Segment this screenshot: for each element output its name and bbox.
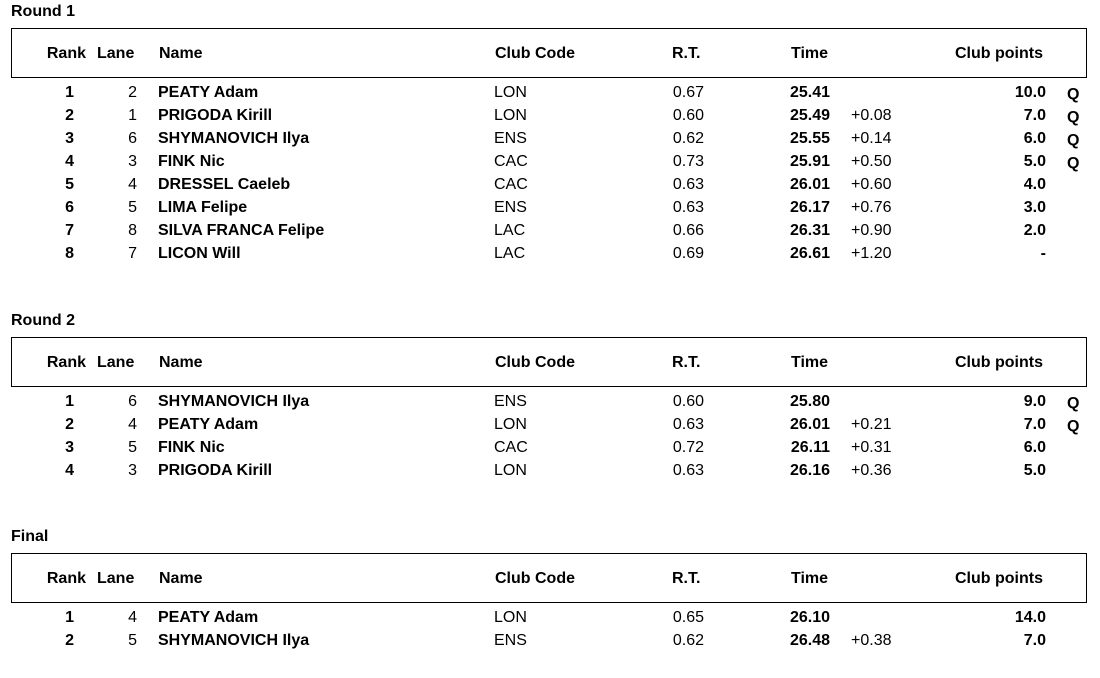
- table-row: [0, 437, 1100, 460]
- reaction-time-cell: 0.60: [672, 393, 704, 410]
- club-code-cell: CAC: [494, 439, 528, 456]
- lane-cell: 5: [128, 632, 137, 649]
- header-lane: Lane: [97, 45, 135, 62]
- header-rank: Rank: [46, 354, 86, 371]
- lane-cell: 3: [128, 462, 137, 479]
- rank-cell: 4: [65, 153, 74, 170]
- club-code-cell: LON: [494, 462, 527, 479]
- time-cell: 26.11: [790, 439, 830, 456]
- athlete-name: PEATY Adam: [158, 84, 259, 101]
- rank-cell: 6: [65, 199, 74, 216]
- club-points-cell: 6.0: [1023, 439, 1046, 456]
- lane-cell: 6: [128, 130, 137, 147]
- round-2-header: [11, 337, 1087, 387]
- time-cell: 25.41: [789, 84, 830, 101]
- athlete-name: SHYMANOVICH Ilya: [158, 130, 310, 147]
- club-code-cell: LAC: [494, 245, 526, 262]
- round-2-title: Round 2: [11, 312, 75, 329]
- athlete-name: FINK Nic: [158, 439, 225, 456]
- rank-cell: 2: [65, 416, 74, 433]
- club-points-cell: 5.0: [1023, 462, 1046, 479]
- reaction-time-cell: 0.62: [672, 130, 704, 147]
- lane-cell: 8: [128, 222, 137, 239]
- table-row: [0, 220, 1100, 243]
- header-reaction-time: R.T.: [672, 354, 701, 371]
- header-rank: Rank: [46, 45, 86, 62]
- time-cell: 25.49: [789, 107, 830, 124]
- reaction-time-cell: 0.67: [672, 84, 704, 101]
- club-code-cell: LON: [494, 416, 527, 433]
- club-points-cell: 6.0: [1023, 130, 1046, 147]
- rank-cell: 5: [65, 176, 74, 193]
- table-row: [0, 243, 1100, 266]
- table-row: [0, 607, 1100, 630]
- header-club-code: Club Code: [495, 45, 575, 62]
- club-code-cell: LON: [494, 84, 527, 101]
- time-cell: 26.01: [789, 416, 830, 433]
- lane-cell: 4: [128, 609, 137, 626]
- lane-cell: 4: [128, 416, 137, 433]
- header-club-points: Club points: [955, 570, 1043, 587]
- rank-cell: 1: [65, 609, 74, 626]
- rank-cell: 8: [65, 245, 74, 262]
- time-diff-cell: +1.20: [851, 245, 892, 262]
- header-lane: Lane: [97, 354, 135, 371]
- table-row: [0, 128, 1100, 151]
- reaction-time-cell: 0.66: [672, 222, 704, 239]
- club-code-cell: ENS: [494, 199, 527, 216]
- rank-cell: 2: [65, 107, 74, 124]
- rank-cell: 3: [65, 130, 74, 147]
- club-points-cell: -: [1040, 245, 1046, 262]
- club-points-cell: 14.0: [1014, 609, 1046, 626]
- club-code-cell: CAC: [494, 153, 528, 170]
- time-cell: 26.31: [789, 222, 830, 239]
- club-points-cell: 4.0: [1023, 176, 1046, 193]
- time-cell: 26.17: [789, 199, 830, 216]
- club-points-cell: 2.0: [1023, 222, 1046, 239]
- header-name: Name: [159, 570, 203, 587]
- club-points-cell: 10.0: [1014, 84, 1046, 101]
- athlete-name: PEATY Adam: [158, 416, 259, 433]
- athlete-name: PRIGODA Kirill: [158, 462, 273, 479]
- time-cell: 26.48: [789, 632, 830, 649]
- reaction-time-cell: 0.65: [672, 609, 704, 626]
- reaction-time-cell: 0.63: [672, 416, 704, 433]
- club-code-cell: LON: [494, 609, 527, 626]
- time-cell: 26.01: [789, 176, 830, 193]
- qualified-badge: Q: [1067, 86, 1080, 103]
- club-code-cell: LON: [494, 107, 527, 124]
- reaction-time-cell: 0.62: [672, 632, 704, 649]
- reaction-time-cell: 0.73: [672, 153, 704, 170]
- athlete-name: DRESSEL Caeleb: [158, 176, 291, 193]
- time-diff-cell: +0.60: [851, 176, 892, 193]
- time-diff-cell: +0.50: [851, 153, 892, 170]
- athlete-name: LICON Will: [158, 245, 241, 262]
- table-row: [0, 151, 1100, 174]
- table-row: [0, 82, 1100, 105]
- header-time: Time: [791, 45, 829, 62]
- time-diff-cell: +0.14: [851, 130, 892, 147]
- header-club-code: Club Code: [495, 570, 575, 587]
- club-code-cell: LAC: [494, 222, 526, 239]
- club-code-cell: ENS: [494, 130, 527, 147]
- lane-cell: 5: [128, 199, 137, 216]
- reaction-time-cell: 0.63: [672, 176, 704, 193]
- club-code-cell: CAC: [494, 176, 528, 193]
- lane-cell: 7: [128, 245, 137, 262]
- athlete-name: SHYMANOVICH Ilya: [158, 632, 310, 649]
- time-diff-cell: +0.90: [851, 222, 892, 239]
- table-row: [0, 391, 1100, 414]
- rank-cell: 3: [65, 439, 74, 456]
- rank-cell: 1: [65, 84, 74, 101]
- rank-cell: 4: [65, 462, 74, 479]
- final-title: Final: [11, 528, 49, 545]
- lane-cell: 1: [128, 107, 137, 124]
- header-name: Name: [159, 354, 203, 371]
- reaction-time-cell: 0.63: [672, 199, 704, 216]
- time-diff-cell: +0.31: [851, 439, 892, 456]
- reaction-time-cell: 0.60: [672, 107, 704, 124]
- table-row: [0, 414, 1100, 437]
- time-diff-cell: +0.76: [851, 199, 892, 216]
- time-cell: 25.55: [789, 130, 830, 147]
- round-1-header: [11, 28, 1087, 78]
- lane-cell: 6: [128, 393, 137, 410]
- athlete-name: SHYMANOVICH Ilya: [158, 393, 310, 410]
- lane-cell: 4: [128, 176, 137, 193]
- table-row: [0, 197, 1100, 220]
- athlete-name: FINK Nic: [158, 153, 225, 170]
- athlete-name: PRIGODA Kirill: [158, 107, 273, 124]
- reaction-time-cell: 0.72: [672, 439, 704, 456]
- club-points-cell: 5.0: [1023, 153, 1046, 170]
- club-points-cell: 9.0: [1023, 393, 1046, 410]
- rank-cell: 7: [65, 222, 74, 239]
- header-time: Time: [791, 570, 829, 587]
- header-name: Name: [159, 45, 203, 62]
- time-diff-cell: +0.36: [851, 462, 892, 479]
- header-club-points: Club points: [955, 354, 1043, 371]
- header-club-code: Club Code: [495, 354, 575, 371]
- time-cell: 26.10: [789, 609, 830, 626]
- final-header: [11, 553, 1087, 603]
- qualified-badge: Q: [1067, 109, 1080, 126]
- table-row: [0, 174, 1100, 197]
- lane-cell: 5: [128, 439, 137, 456]
- club-points-cell: 7.0: [1023, 416, 1046, 433]
- club-code-cell: ENS: [494, 632, 527, 649]
- table-row: [0, 460, 1100, 483]
- athlete-name: SILVA FRANCA Felipe: [158, 222, 325, 239]
- header-club-points: Club points: [955, 45, 1043, 62]
- qualified-badge: Q: [1067, 132, 1080, 149]
- lane-cell: 2: [128, 84, 137, 101]
- club-code-cell: ENS: [494, 393, 527, 410]
- table-row: [0, 105, 1100, 128]
- table-row: [0, 630, 1100, 653]
- time-diff-cell: +0.08: [851, 107, 892, 124]
- round-1-title: Round 1: [11, 3, 75, 20]
- qualified-badge: Q: [1067, 418, 1080, 435]
- club-points-cell: 7.0: [1023, 632, 1046, 649]
- header-time: Time: [791, 354, 829, 371]
- reaction-time-cell: 0.69: [672, 245, 704, 262]
- rank-cell: 1: [65, 393, 74, 410]
- header-lane: Lane: [97, 570, 135, 587]
- qualified-badge: Q: [1067, 395, 1080, 412]
- time-diff-cell: +0.38: [851, 632, 892, 649]
- header-reaction-time: R.T.: [672, 570, 701, 587]
- time-cell: 25.80: [789, 393, 830, 410]
- club-points-cell: 7.0: [1023, 107, 1046, 124]
- rank-cell: 2: [65, 632, 74, 649]
- athlete-name: LIMA Felipe: [158, 199, 248, 216]
- time-cell: 25.91: [789, 153, 830, 170]
- club-points-cell: 3.0: [1023, 199, 1046, 216]
- athlete-name: PEATY Adam: [158, 609, 259, 626]
- time-diff-cell: +0.21: [851, 416, 892, 433]
- header-reaction-time: R.T.: [672, 45, 701, 62]
- header-rank: Rank: [46, 570, 86, 587]
- qualified-badge: Q: [1067, 155, 1080, 172]
- lane-cell: 3: [128, 153, 137, 170]
- reaction-time-cell: 0.63: [672, 462, 704, 479]
- time-cell: 26.61: [789, 245, 830, 262]
- time-cell: 26.16: [789, 462, 830, 479]
